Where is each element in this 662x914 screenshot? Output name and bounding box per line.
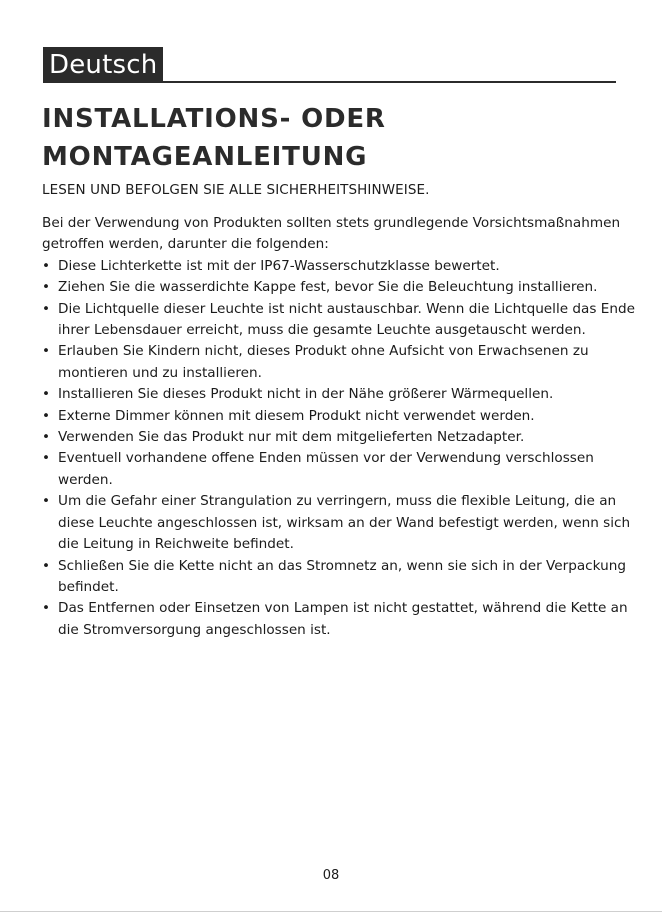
bottom-rule <box>0 911 662 912</box>
language-header <box>43 47 616 84</box>
safety-item: • Eventuell vorhandene offene Enden müssen vor der Verwendung verschlossen werden. <box>42 448 652 491</box>
safety-item: • Ziehen Sie die wasserdichte Kappe fest, bevor Sie die Beleuchtung installieren. <box>42 277 652 298</box>
page-title-line-2: MONTAGEANLEITUNG <box>42 142 368 172</box>
language-label: Deutsch <box>43 47 163 83</box>
safety-item: • Um die Gefahr einer Strangulation zu verringern, muss die flexible Leitung, die an diese Leuchte angeschlossen ist, wirksam an der Wand befestigt werden, wenn sich die Leitung in Reichweite befindet. <box>42 491 652 555</box>
safety-item: • Installieren Sie dieses Produkt nicht in der Nähe größerer Wärmequellen. <box>42 384 652 405</box>
safety-item: • Das Entfernen oder Einsetzen von Lampen ist nicht gestattet, während die Kette an die Stromversorgung angeschlossen ist. <box>42 598 652 641</box>
header-rule <box>43 81 616 83</box>
safety-item: • Diese Lichterkette ist mit der IP67-Wasserschutzklasse bewertet. <box>42 256 652 277</box>
safety-subtitle: LESEN UND BEFOLGEN SIE ALLE SICHERHEITSHINWEISE. <box>42 182 430 198</box>
safety-item: • Externe Dimmer können mit diesem Produkt nicht verwendet werden. <box>42 406 652 427</box>
safety-item: • Verwenden Sie das Produkt nur mit dem mitgelieferten Netzadapter. <box>42 427 652 448</box>
safety-item: • Schließen Sie die Kette nicht an das Stromnetz an, wenn sie sich in der Verpackung befindet. <box>42 556 652 599</box>
instructions-body <box>42 213 652 641</box>
safety-list <box>42 256 652 641</box>
intro-paragraph: Bei der Verwendung von Produkten sollten stets grundlegende Vorsichtsmaßnahmen getroffen werden, darunter die folgenden: <box>42 215 621 253</box>
page-number: 08 <box>322 868 340 883</box>
page-title-line-1: INSTALLATIONS- ODER <box>42 104 386 134</box>
safety-item: • Die Lichtquelle dieser Leuchte ist nicht austauschbar. Wenn die Lichtquelle das Ende ihrer Lebensdauer erreicht, muss die gesamte Leuchte ausgetauscht werden. <box>42 299 652 342</box>
page-title <box>42 100 642 176</box>
safety-item: • Erlauben Sie Kindern nicht, dieses Produkt ohne Aufsicht von Erwachsenen zu montieren und zu installieren. <box>42 341 652 384</box>
